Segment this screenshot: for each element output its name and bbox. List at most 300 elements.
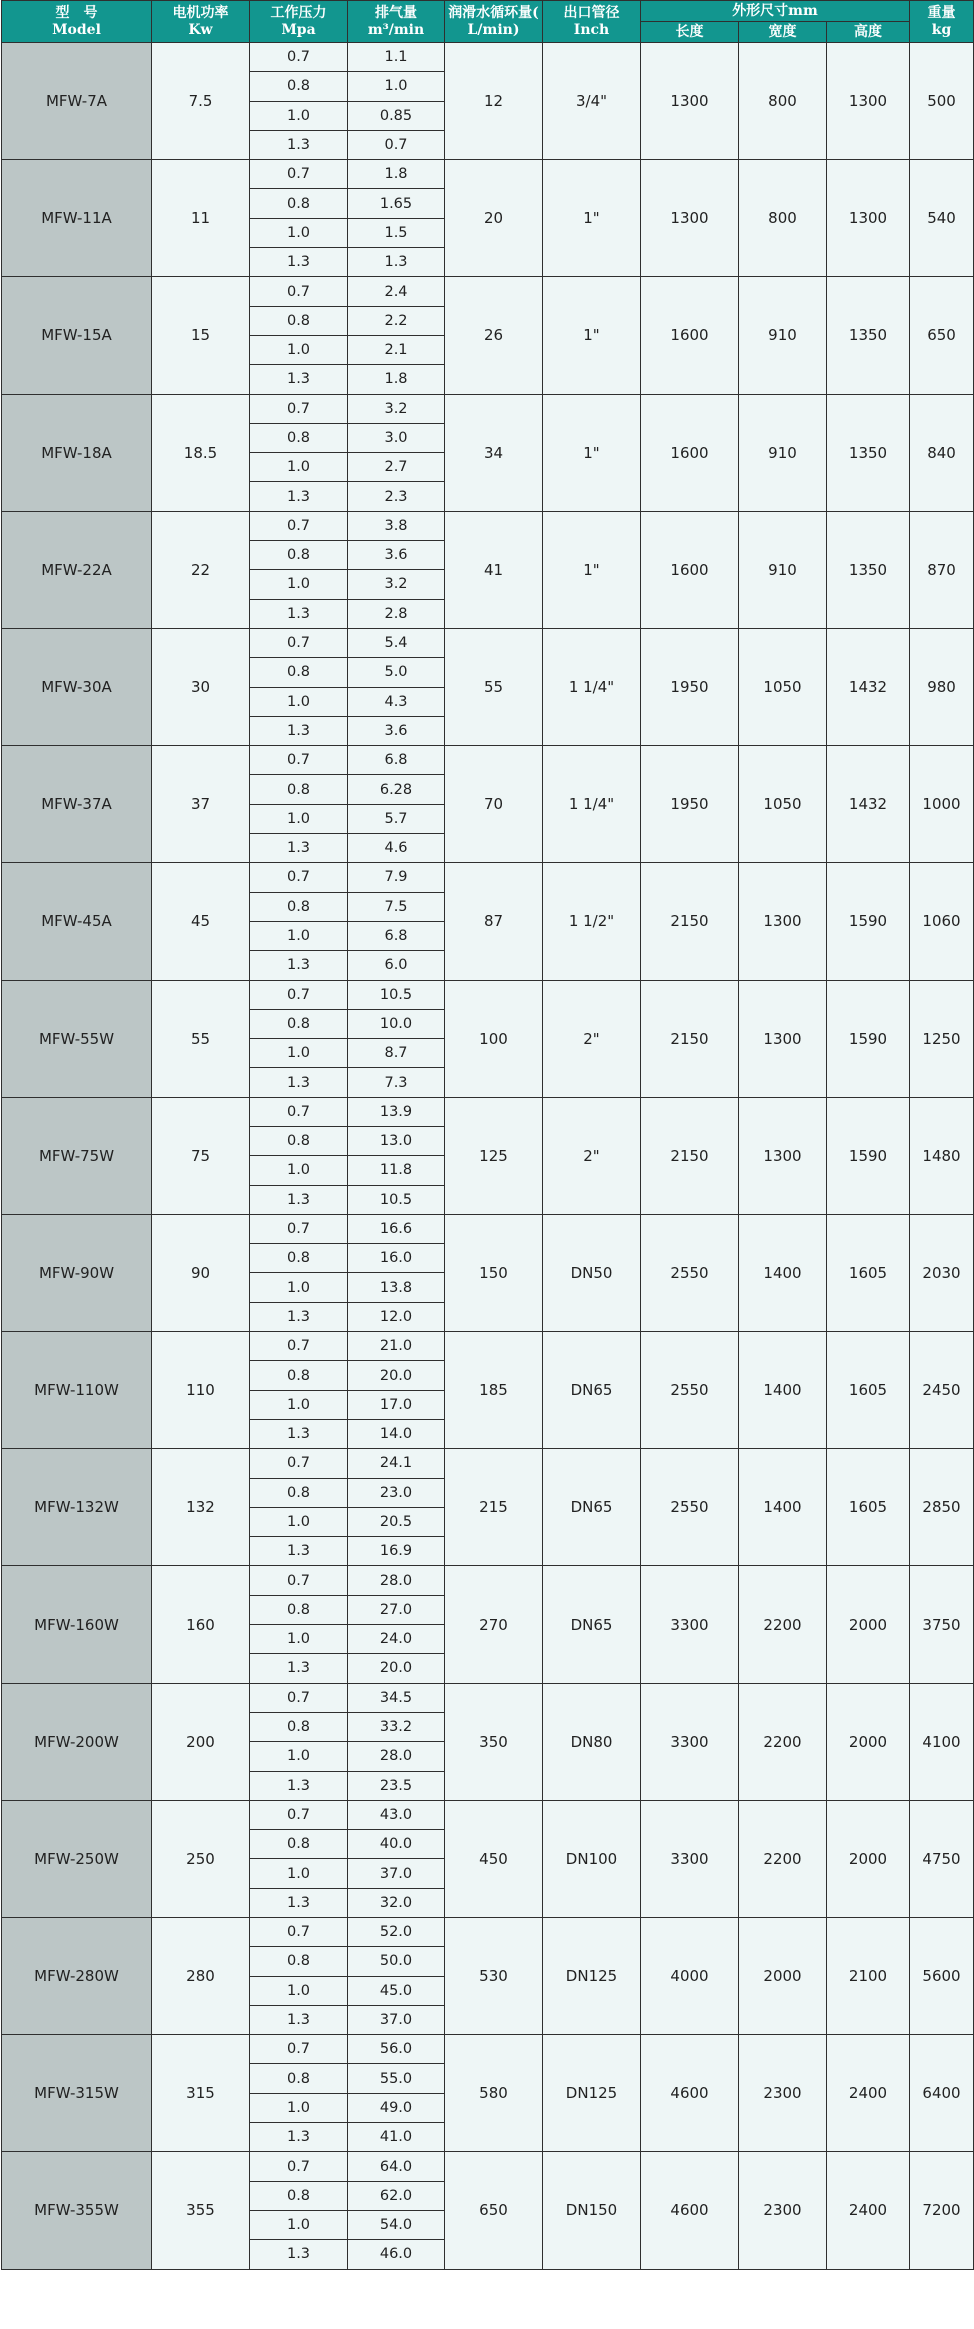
flow-cell: 6.28 — [348, 775, 445, 804]
header-power — [152, 1, 250, 43]
flow-cell: 1.1 — [348, 43, 445, 72]
model-cell: MFW-15A — [2, 277, 152, 394]
width-cell: 2200 — [739, 1683, 827, 1800]
length-cell: 3300 — [641, 1566, 739, 1683]
flow-cell: 8.7 — [348, 1039, 445, 1068]
power-cell: 355 — [152, 2152, 250, 2269]
header-flow-cn: 排气量 — [375, 4, 417, 21]
pressure-cell: 0.7 — [250, 980, 348, 1009]
lube-cell: 185 — [445, 1332, 543, 1449]
pressure-cell: 1.0 — [250, 1273, 348, 1302]
height-cell: 2000 — [827, 1683, 910, 1800]
pressure-cell: 1.3 — [250, 599, 348, 628]
length-cell: 1300 — [641, 160, 739, 277]
length-cell: 3300 — [641, 1683, 739, 1800]
width-cell: 2300 — [739, 2152, 827, 2269]
flow-cell: 20.5 — [348, 1507, 445, 1536]
flow-cell: 20.0 — [348, 1654, 445, 1683]
pressure-cell: 1.3 — [250, 365, 348, 394]
length-cell: 2150 — [641, 863, 739, 980]
flow-cell: 27.0 — [348, 1595, 445, 1624]
power-cell: 250 — [152, 1800, 250, 1917]
pressure-cell: 1.3 — [250, 1068, 348, 1097]
flow-cell: 16.6 — [348, 1214, 445, 1243]
flow-cell: 14.0 — [348, 1419, 445, 1448]
pressure-cell: 1.3 — [250, 2123, 348, 2152]
length-cell: 2150 — [641, 980, 739, 1097]
pressure-cell: 1.3 — [250, 2005, 348, 2034]
lube-cell: 125 — [445, 1097, 543, 1214]
flow-cell: 10.5 — [348, 980, 445, 1009]
width-cell: 1300 — [739, 980, 827, 1097]
flow-cell: 43.0 — [348, 1800, 445, 1829]
width-cell: 910 — [739, 277, 827, 394]
model-cell: MFW-7A — [2, 43, 152, 160]
flow-cell: 55.0 — [348, 2064, 445, 2093]
model-cell: MFW-30A — [2, 628, 152, 745]
pressure-cell: 0.7 — [250, 160, 348, 189]
outlet-cell: 1 1/4" — [543, 628, 641, 745]
width-cell: 1300 — [739, 1097, 827, 1214]
header-dims: 外形尺寸mm — [641, 1, 910, 22]
outlet-cell: 1 1/2" — [543, 863, 641, 980]
header-lube-cn: 润滑水循环量( — [448, 4, 539, 21]
flow-cell: 13.0 — [348, 1126, 445, 1155]
lube-cell: 150 — [445, 1214, 543, 1331]
pressure-cell: 0.7 — [250, 1918, 348, 1947]
height-cell: 1605 — [827, 1449, 910, 1566]
weight-cell: 2030 — [910, 1214, 974, 1331]
header-weight-cn: 重量 — [927, 4, 956, 21]
width-cell: 2000 — [739, 1918, 827, 2035]
flow-cell: 0.85 — [348, 101, 445, 130]
lube-cell: 100 — [445, 980, 543, 1097]
lube-cell: 70 — [445, 746, 543, 863]
lube-cell: 20 — [445, 160, 543, 277]
weight-cell: 1060 — [910, 863, 974, 980]
table-row — [2, 863, 974, 892]
flow-cell: 24.0 — [348, 1625, 445, 1654]
weight-cell: 2850 — [910, 1449, 974, 1566]
lube-cell: 34 — [445, 394, 543, 511]
flow-cell: 6.0 — [348, 951, 445, 980]
length-cell: 4600 — [641, 2152, 739, 2269]
height-cell: 1590 — [827, 1097, 910, 1214]
flow-cell: 49.0 — [348, 2093, 445, 2122]
power-cell: 280 — [152, 1918, 250, 2035]
flow-cell: 28.0 — [348, 1742, 445, 1771]
height-cell: 2400 — [827, 2035, 910, 2152]
weight-cell: 4750 — [910, 1800, 974, 1917]
flow-cell: 64.0 — [348, 2152, 445, 2181]
power-cell: 90 — [152, 1214, 250, 1331]
pressure-cell: 0.8 — [250, 892, 348, 921]
height-cell: 1350 — [827, 277, 910, 394]
model-cell: MFW-37A — [2, 746, 152, 863]
outlet-cell: 2" — [543, 980, 641, 1097]
height-cell: 1350 — [827, 511, 910, 628]
weight-cell: 4100 — [910, 1683, 974, 1800]
power-cell: 110 — [152, 1332, 250, 1449]
header-width: 宽度 — [739, 22, 827, 43]
header-weight-en: kg — [931, 21, 952, 38]
flow-cell: 1.0 — [348, 72, 445, 101]
header-model-cn: 型 号 — [55, 4, 98, 21]
flow-cell: 37.0 — [348, 2005, 445, 2034]
outlet-cell: DN150 — [543, 2152, 641, 2269]
header-pressure-cn: 工作压力 — [270, 4, 327, 21]
power-cell: 37 — [152, 746, 250, 863]
outlet-cell: DN100 — [543, 1800, 641, 1917]
width-cell: 1050 — [739, 628, 827, 745]
flow-cell: 7.5 — [348, 892, 445, 921]
flow-cell: 1.5 — [348, 218, 445, 247]
flow-cell: 50.0 — [348, 1947, 445, 1976]
pressure-cell: 1.0 — [250, 1742, 348, 1771]
flow-cell: 3.6 — [348, 541, 445, 570]
height-cell: 1300 — [827, 43, 910, 160]
pressure-cell: 1.3 — [250, 1185, 348, 1214]
pressure-cell: 1.3 — [250, 130, 348, 159]
table-row — [2, 2152, 974, 2181]
width-cell: 1050 — [739, 746, 827, 863]
outlet-cell: DN125 — [543, 2035, 641, 2152]
length-cell: 2150 — [641, 1097, 739, 1214]
header-outlet — [543, 1, 641, 43]
power-cell: 18.5 — [152, 394, 250, 511]
header-model — [2, 1, 152, 43]
header-model-en: Model — [52, 21, 101, 38]
outlet-cell: DN65 — [543, 1332, 641, 1449]
pressure-cell: 0.7 — [250, 1566, 348, 1595]
pressure-cell: 0.7 — [250, 43, 348, 72]
pressure-cell: 0.7 — [250, 1097, 348, 1126]
pressure-cell: 0.7 — [250, 1449, 348, 1478]
header-lube — [445, 1, 543, 43]
weight-cell: 1250 — [910, 980, 974, 1097]
table-row — [2, 511, 974, 540]
outlet-cell: 1" — [543, 277, 641, 394]
flow-cell: 23.5 — [348, 1771, 445, 1800]
pressure-cell: 0.8 — [250, 775, 348, 804]
height-cell: 1432 — [827, 628, 910, 745]
outlet-cell: 1" — [543, 394, 641, 511]
flow-cell: 17.0 — [348, 1390, 445, 1419]
pressure-cell: 0.8 — [250, 1126, 348, 1155]
pressure-cell: 1.3 — [250, 248, 348, 277]
lube-cell: 270 — [445, 1566, 543, 1683]
flow-cell: 62.0 — [348, 2181, 445, 2210]
power-cell: 55 — [152, 980, 250, 1097]
length-cell: 4000 — [641, 1918, 739, 2035]
table-row — [2, 43, 974, 72]
outlet-cell: 1 1/4" — [543, 746, 641, 863]
width-cell: 1400 — [739, 1214, 827, 1331]
pressure-cell: 1.3 — [250, 2240, 348, 2269]
outlet-cell: DN125 — [543, 1918, 641, 2035]
weight-cell: 500 — [910, 43, 974, 160]
outlet-cell: DN65 — [543, 1449, 641, 1566]
flow-cell: 2.3 — [348, 482, 445, 511]
width-cell: 1400 — [739, 1449, 827, 1566]
flow-cell: 3.6 — [348, 716, 445, 745]
flow-cell: 16.9 — [348, 1537, 445, 1566]
table-row — [2, 2035, 974, 2064]
table-row — [2, 1332, 974, 1361]
model-cell: MFW-18A — [2, 394, 152, 511]
pressure-cell: 1.0 — [250, 1039, 348, 1068]
flow-cell: 7.3 — [348, 1068, 445, 1097]
pressure-cell: 1.0 — [250, 218, 348, 247]
height-cell: 1300 — [827, 160, 910, 277]
pressure-cell: 0.8 — [250, 306, 348, 335]
height-cell: 2000 — [827, 1566, 910, 1683]
weight-cell: 6400 — [910, 2035, 974, 2152]
pressure-cell: 1.0 — [250, 453, 348, 482]
model-cell: MFW-110W — [2, 1332, 152, 1449]
flow-cell: 1.8 — [348, 160, 445, 189]
pressure-cell: 1.3 — [250, 1771, 348, 1800]
width-cell: 1400 — [739, 1332, 827, 1449]
height-cell: 1590 — [827, 863, 910, 980]
lube-cell: 530 — [445, 1918, 543, 2035]
flow-cell: 3.2 — [348, 570, 445, 599]
header-outlet-en: Inch — [573, 21, 610, 38]
pressure-cell: 0.8 — [250, 72, 348, 101]
power-cell: 75 — [152, 1097, 250, 1214]
weight-cell: 540 — [910, 160, 974, 277]
model-cell: MFW-22A — [2, 511, 152, 628]
table-row — [2, 1097, 974, 1126]
pressure-cell: 0.8 — [250, 1947, 348, 1976]
pressure-cell: 1.3 — [250, 951, 348, 980]
power-cell: 22 — [152, 511, 250, 628]
weight-cell: 1480 — [910, 1097, 974, 1214]
flow-cell: 1.8 — [348, 365, 445, 394]
pressure-cell: 0.7 — [250, 2035, 348, 2064]
flow-cell: 54.0 — [348, 2210, 445, 2239]
power-cell: 132 — [152, 1449, 250, 1566]
width-cell: 2300 — [739, 2035, 827, 2152]
height-cell: 1605 — [827, 1332, 910, 1449]
flow-cell: 37.0 — [348, 1859, 445, 1888]
pressure-cell: 0.7 — [250, 1683, 348, 1712]
flow-cell: 33.2 — [348, 1712, 445, 1741]
table-row — [2, 394, 974, 423]
flow-cell: 1.3 — [348, 248, 445, 277]
model-cell: MFW-250W — [2, 1800, 152, 1917]
table-row — [2, 628, 974, 657]
table-row — [2, 1449, 974, 1478]
width-cell: 910 — [739, 394, 827, 511]
pressure-cell: 1.3 — [250, 834, 348, 863]
flow-cell: 45.0 — [348, 1976, 445, 2005]
flow-cell: 10.5 — [348, 1185, 445, 1214]
header-lube-en: L/min) — [467, 21, 520, 38]
header-flow-en: m³/min — [367, 21, 425, 38]
pressure-cell: 1.3 — [250, 716, 348, 745]
length-cell: 1950 — [641, 746, 739, 863]
flow-cell: 5.0 — [348, 658, 445, 687]
flow-cell: 12.0 — [348, 1302, 445, 1331]
power-cell: 45 — [152, 863, 250, 980]
power-cell: 315 — [152, 2035, 250, 2152]
pressure-cell: 1.3 — [250, 1654, 348, 1683]
pressure-cell: 0.8 — [250, 1595, 348, 1624]
power-cell: 30 — [152, 628, 250, 745]
pressure-cell: 1.0 — [250, 1859, 348, 1888]
power-cell: 200 — [152, 1683, 250, 1800]
outlet-cell: DN80 — [543, 1683, 641, 1800]
flow-cell: 52.0 — [348, 1918, 445, 1947]
flow-cell: 4.3 — [348, 687, 445, 716]
height-cell: 1605 — [827, 1214, 910, 1331]
weight-cell: 3750 — [910, 1566, 974, 1683]
length-cell: 1600 — [641, 277, 739, 394]
outlet-cell: 3/4" — [543, 43, 641, 160]
model-cell: MFW-160W — [2, 1566, 152, 1683]
pressure-cell: 1.0 — [250, 570, 348, 599]
length-cell: 1600 — [641, 394, 739, 511]
weight-cell: 980 — [910, 628, 974, 745]
table-row — [2, 1683, 974, 1712]
length-cell: 2550 — [641, 1214, 739, 1331]
header-power-cn: 电机功率 — [172, 4, 229, 21]
height-cell: 1432 — [827, 746, 910, 863]
pressure-cell: 0.7 — [250, 1332, 348, 1361]
pressure-cell: 0.8 — [250, 2181, 348, 2210]
pressure-cell: 0.8 — [250, 423, 348, 452]
flow-cell: 13.9 — [348, 1097, 445, 1126]
pressure-cell: 1.0 — [250, 1507, 348, 1536]
flow-cell: 24.1 — [348, 1449, 445, 1478]
flow-cell: 20.0 — [348, 1361, 445, 1390]
flow-cell: 6.8 — [348, 746, 445, 775]
flow-cell: 23.0 — [348, 1478, 445, 1507]
pressure-cell: 1.3 — [250, 1419, 348, 1448]
table-row — [2, 277, 974, 306]
flow-cell: 32.0 — [348, 1888, 445, 1917]
power-cell: 7.5 — [152, 43, 250, 160]
outlet-cell: 2" — [543, 1097, 641, 1214]
pressure-cell: 0.8 — [250, 1712, 348, 1741]
pressure-cell: 1.0 — [250, 1390, 348, 1419]
pressure-cell: 1.0 — [250, 335, 348, 364]
pressure-cell: 1.0 — [250, 804, 348, 833]
outlet-cell: DN50 — [543, 1214, 641, 1331]
flow-cell: 7.9 — [348, 863, 445, 892]
length-cell: 4600 — [641, 2035, 739, 2152]
header-weight — [910, 1, 974, 43]
lube-cell: 580 — [445, 2035, 543, 2152]
model-cell: MFW-75W — [2, 1097, 152, 1214]
height-cell: 1350 — [827, 394, 910, 511]
pressure-cell: 1.3 — [250, 1888, 348, 1917]
lube-cell: 350 — [445, 1683, 543, 1800]
model-cell: MFW-200W — [2, 1683, 152, 1800]
width-cell: 910 — [739, 511, 827, 628]
lube-cell: 215 — [445, 1449, 543, 1566]
outlet-cell: DN65 — [543, 1566, 641, 1683]
flow-cell: 34.5 — [348, 1683, 445, 1712]
table-row — [2, 1566, 974, 1595]
pressure-cell: 1.0 — [250, 921, 348, 950]
header-pressure — [250, 1, 348, 43]
width-cell: 800 — [739, 43, 827, 160]
pressure-cell: 0.8 — [250, 2064, 348, 2093]
model-cell: MFW-355W — [2, 2152, 152, 2269]
length-cell: 1300 — [641, 43, 739, 160]
flow-cell: 3.8 — [348, 511, 445, 540]
width-cell: 1300 — [739, 863, 827, 980]
flow-cell: 2.7 — [348, 453, 445, 482]
width-cell: 800 — [739, 160, 827, 277]
weight-cell: 7200 — [910, 2152, 974, 2269]
pressure-cell: 0.8 — [250, 1478, 348, 1507]
pressure-cell: 0.7 — [250, 1800, 348, 1829]
flow-cell: 16.0 — [348, 1244, 445, 1273]
flow-cell: 21.0 — [348, 1332, 445, 1361]
pressure-cell: 0.7 — [250, 746, 348, 775]
flow-cell: 6.8 — [348, 921, 445, 950]
length-cell: 2550 — [641, 1449, 739, 1566]
pressure-cell: 0.7 — [250, 628, 348, 657]
header-flow — [348, 1, 445, 43]
pressure-cell: 0.7 — [250, 511, 348, 540]
pressure-cell: 0.7 — [250, 863, 348, 892]
model-cell: MFW-315W — [2, 2035, 152, 2152]
lube-cell: 450 — [445, 1800, 543, 1917]
pressure-cell: 1.0 — [250, 1976, 348, 2005]
flow-cell: 11.8 — [348, 1156, 445, 1185]
lube-cell: 26 — [445, 277, 543, 394]
height-cell: 1590 — [827, 980, 910, 1097]
power-cell: 11 — [152, 160, 250, 277]
outlet-cell: 1" — [543, 511, 641, 628]
table-row — [2, 1214, 974, 1243]
pressure-cell: 1.0 — [250, 101, 348, 130]
flow-cell: 0.7 — [348, 130, 445, 159]
lube-cell: 55 — [445, 628, 543, 745]
length-cell: 3300 — [641, 1800, 739, 1917]
pressure-cell: 0.8 — [250, 1830, 348, 1859]
flow-cell: 2.1 — [348, 335, 445, 364]
height-cell: 2400 — [827, 2152, 910, 2269]
flow-cell: 5.4 — [348, 628, 445, 657]
pressure-cell: 1.0 — [250, 1156, 348, 1185]
weight-cell: 1000 — [910, 746, 974, 863]
pressure-cell: 0.8 — [250, 1009, 348, 1038]
pressure-cell: 1.3 — [250, 1302, 348, 1331]
weight-cell: 5600 — [910, 1918, 974, 2035]
flow-cell: 46.0 — [348, 2240, 445, 2269]
pressure-cell: 0.7 — [250, 1214, 348, 1243]
pressure-cell: 0.7 — [250, 394, 348, 423]
flow-cell: 28.0 — [348, 1566, 445, 1595]
model-cell: MFW-90W — [2, 1214, 152, 1331]
pressure-cell: 1.0 — [250, 687, 348, 716]
pressure-cell: 1.0 — [250, 2093, 348, 2122]
power-cell: 15 — [152, 277, 250, 394]
height-cell: 2000 — [827, 1800, 910, 1917]
flow-cell: 40.0 — [348, 1830, 445, 1859]
pressure-cell: 1.0 — [250, 1625, 348, 1654]
pressure-cell: 0.8 — [250, 189, 348, 218]
model-cell: MFW-132W — [2, 1449, 152, 1566]
table-body — [2, 43, 974, 2270]
weight-cell: 650 — [910, 277, 974, 394]
flow-cell: 3.0 — [348, 423, 445, 452]
